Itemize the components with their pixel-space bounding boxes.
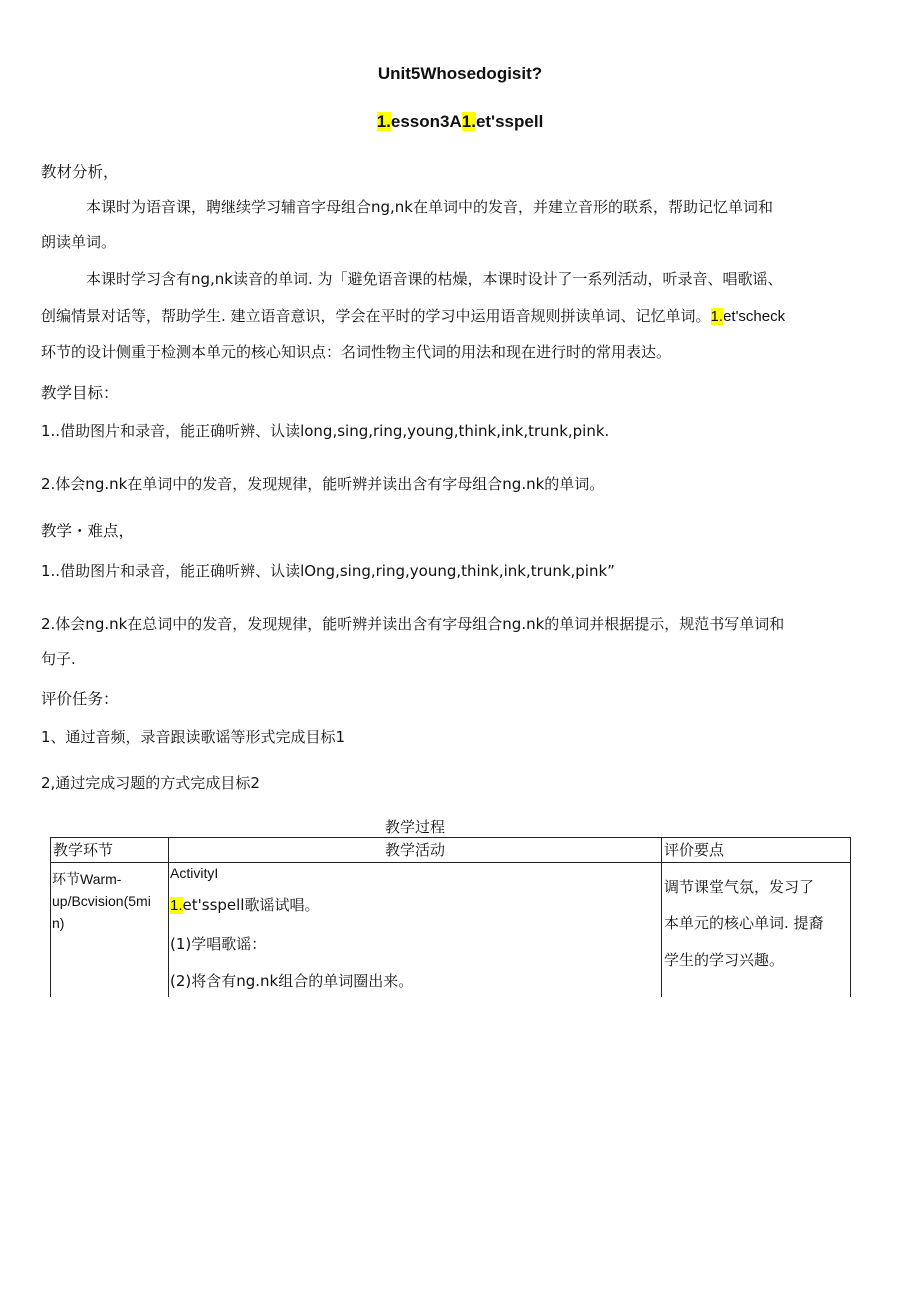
- page-title: Unit5Whosedogisit?: [377, 64, 543, 83]
- keypoints-heading: 教学・难点，: [41, 522, 135, 540]
- analysis-paragraph-1: 本课时为语音课，聘继续学习辅音字母组合ng,nk在单词中的发音，并建立音形的联系，帮助记忆单词和: [86, 198, 773, 216]
- goals-heading: 教学目标：: [41, 384, 119, 402]
- activity-title: ActivityI: [170, 865, 219, 881]
- table-header-activity: 教学活动: [384, 841, 445, 859]
- notes-line-3: 学生的学习兴趣。: [664, 951, 785, 969]
- activity-line-1: 1.et'sspell歌谣试唱。: [170, 896, 320, 914]
- analysis-paragraph-2-end: 环节的设计侧重于检测本单元的核心知识点：名词性物主代词的用法和现在进行时的常用表达。: [41, 343, 672, 361]
- table-row-stage-line3: n): [52, 915, 65, 931]
- notes-line-2: 本单元的核心单词. 提裔: [664, 914, 824, 932]
- keypoint-item-2-cont: 句子.: [41, 650, 76, 668]
- keypoint-item-2: 2.体会ng.nk在总词中的发音，发现规律，能听辨并读出含有字母组合ng.nk的单词并根据提示，规范书写单词和: [41, 615, 785, 633]
- table-row-stage-line2: up/Bcvision(5mi: [52, 893, 151, 909]
- analysis-paragraph-1-cont: 朗读单词。: [41, 233, 117, 251]
- table-row-stage-line1: 环节Warm-: [52, 871, 122, 887]
- analysis-heading: 教材分析，: [41, 163, 119, 181]
- table-caption: 教学过程: [384, 818, 445, 836]
- table-header-notes: 评价要点: [664, 841, 725, 859]
- activity-line-3: (2)将含有ng.nk组合的单词圈出来。: [170, 972, 414, 990]
- activity-line-2: (1)学唱歌谣：: [170, 935, 267, 953]
- assessment-item-2: 2,通过完成习题的方式完成目标2: [41, 774, 260, 792]
- analysis-paragraph-2: 本课时学习含有ng,nk读音的单词. 为「避免语音课的枯燥，本课时设计了一系列活动，听录音、唱歌谣、: [86, 270, 783, 288]
- goal-item-2: 2.体会ng.nk在单词中的发音，发现规律，能听辨并读出含有字母组合ng.nk的单词。: [41, 475, 605, 493]
- goal-item-1: 1..借助图片和录音，能正确听辨、认读long,sing,ring,young,think,ink,trunk,pink.: [41, 422, 610, 440]
- assessment-item-1: 1、通过音频，录音跟读歌谣等形式完成目标1: [41, 728, 346, 746]
- keypoint-item-1: 1..借助图片和录音，能正确听辨、认读lOng,sing,ring,young,think,ink,trunk,pink”: [41, 562, 615, 580]
- analysis-paragraph-2-cont: 创编情景对话等，帮助学生. 建立语音意识，学会在平时的学习中运用语音规则拼读单词、记忆单词。1.et'scheck: [41, 307, 786, 325]
- table-header-stage: 教学环节: [53, 841, 114, 859]
- notes-line-1: 调节课堂气氛，发习了: [664, 878, 815, 896]
- lesson-subtitle: 1.esson3A1.et'sspell: [376, 112, 544, 131]
- assessment-heading: 评价任务：: [41, 690, 119, 708]
